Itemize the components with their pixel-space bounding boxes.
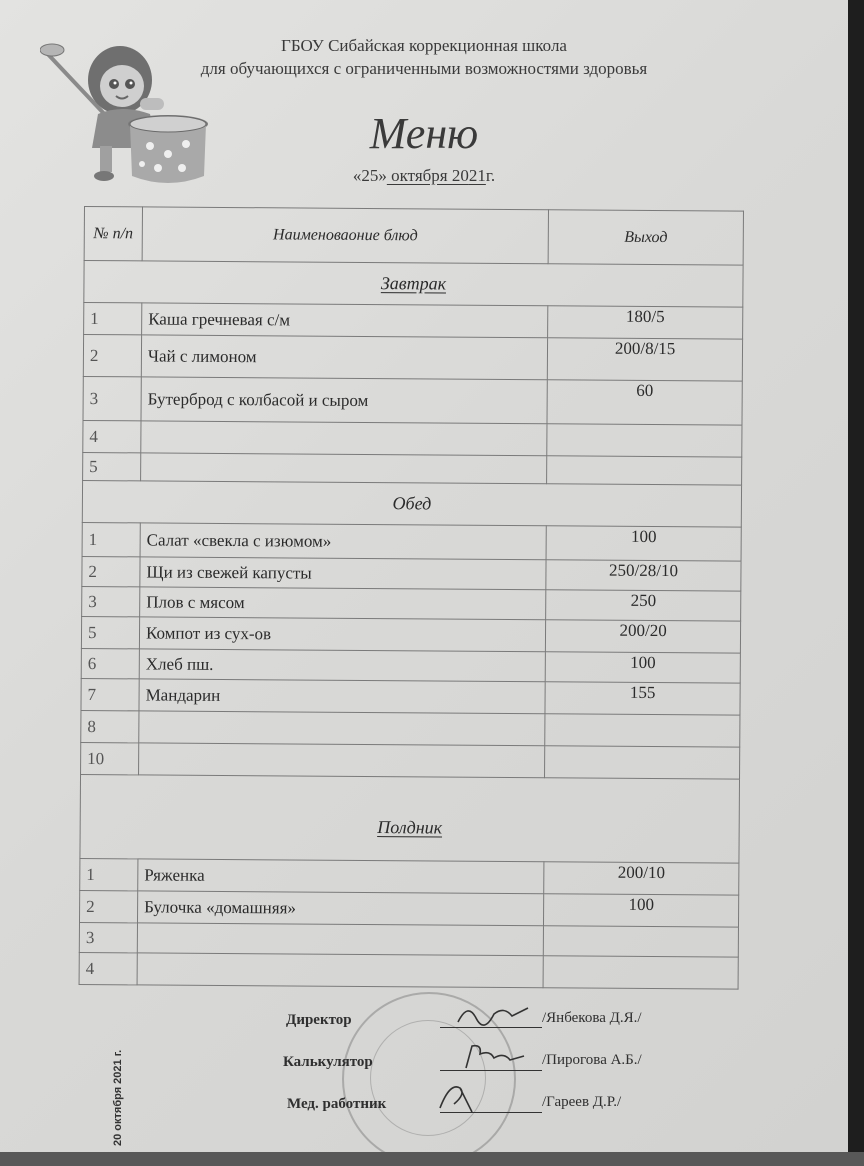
section-title-breakfast: Завтрак [380,273,447,294]
director-signature-icon [454,1000,534,1030]
row-number: 5 [83,452,141,480]
dish-name [137,953,543,988]
row-number: 4 [79,952,137,984]
calculator-signature-icon [460,1040,530,1072]
column-header-number: № п/п [84,207,142,261]
column-header-dish: Наименоваоние блюд [142,207,549,264]
table-header-row [84,207,743,266]
dish-name: Компот из сух-ов [139,617,545,652]
section-row-snack [80,774,740,863]
dish-name [139,711,545,746]
row-number: 1 [80,858,138,890]
row-number: 8 [81,710,139,742]
dish-output: 200/8/15 [547,338,742,381]
date-suffix: г. [485,166,496,185]
table-row [81,742,740,779]
dish-output: 155 [545,682,740,715]
row-number: 10 [81,742,139,774]
table-row [79,952,738,989]
table-row [82,522,741,561]
table-row [83,335,742,382]
row-number: 1 [82,522,140,556]
dish-name: Плов с мясом [140,587,546,620]
side-date-stamp: 20 октября 2021 г. [112,1049,124,1146]
director-name: /Янбекова Д.Я./ [542,1010,642,1026]
dish-output [543,956,738,989]
table-row [79,890,738,927]
calculator-name: /Пирогова А.Б./ [542,1052,642,1068]
row-number: 7 [81,678,139,710]
dish-output: 60 [547,380,742,425]
dish-output [545,714,740,747]
table-row [84,303,743,340]
row-number: 1 [84,303,142,335]
menu-table [79,206,744,990]
dish-name [139,743,545,778]
section-title-snack: Полдник [377,817,443,838]
column-header-output: Выход [548,210,743,265]
table-row [79,922,738,957]
row-number: 3 [82,586,140,616]
row-number: 2 [79,890,137,922]
dish-output: 100 [546,526,741,561]
dish-output [547,424,742,457]
row-number: 3 [83,376,141,420]
row-number: 2 [82,556,140,586]
dish-output: 200/20 [546,620,741,653]
dish-name: Ряженка [138,859,544,894]
date-month: октября 20 [386,166,469,185]
calculator-label: Калькулятор [283,1054,373,1070]
table-row [82,556,741,591]
table-row [83,376,742,425]
dish-output: 250 [546,590,741,621]
medic-signature-icon [432,1078,492,1114]
dish-output [545,746,740,779]
table-row [82,586,741,621]
dish-name [141,453,547,484]
school-name-line1: ГБОУ Сибайская коррекционная школа [281,36,567,55]
section-title-lunch: Обед [392,493,432,514]
medic-label: Мед. работник [287,1096,387,1112]
dish-name: Салат «свекла с изюмом» [140,523,546,560]
dish-output: 200/10 [544,862,739,895]
row-number: 3 [79,922,137,952]
dish-name: Бутерброд с колбасой и сыром [141,377,547,424]
dish-name: Булочка «домашняя» [138,891,544,926]
section-row-lunch [82,480,741,527]
row-number: 2 [83,335,141,377]
date-day: «25» [352,166,387,185]
table-row [81,710,740,747]
dish-output: 100 [545,652,740,683]
school-name-line2: для обучающихся с ограниченными возможностями здоровья [200,59,648,78]
table-row [80,858,739,895]
row-number: 6 [81,648,139,678]
dish-name: Хлеб пш. [139,649,545,682]
table-row [81,678,740,715]
row-number: 5 [81,616,139,648]
dish-name [141,421,547,456]
menu-date [0,166,848,186]
dish-name: Щи из свежей капусты [140,557,546,590]
page-title: Меню [369,109,479,158]
table-row [81,616,740,653]
dish-name: Мандарин [139,679,545,714]
director-label: Директор [286,1012,352,1028]
dish-output [543,926,738,957]
dish-name [137,923,543,956]
table-row [81,648,740,683]
medic-name: /Гареев Д.Р./ [542,1094,622,1110]
dish-output [547,456,742,485]
section-row-breakfast [84,261,743,308]
dish-output: 180/5 [548,306,743,339]
row-number: 4 [83,420,141,452]
table-row [83,420,742,457]
dish-name: Каша гречневая с/м [142,303,548,338]
dish-name: Чай с лимоном [141,335,547,380]
date-year: 21 [468,166,486,185]
dish-output: 100 [544,894,739,927]
dish-output: 250/28/10 [546,560,741,591]
